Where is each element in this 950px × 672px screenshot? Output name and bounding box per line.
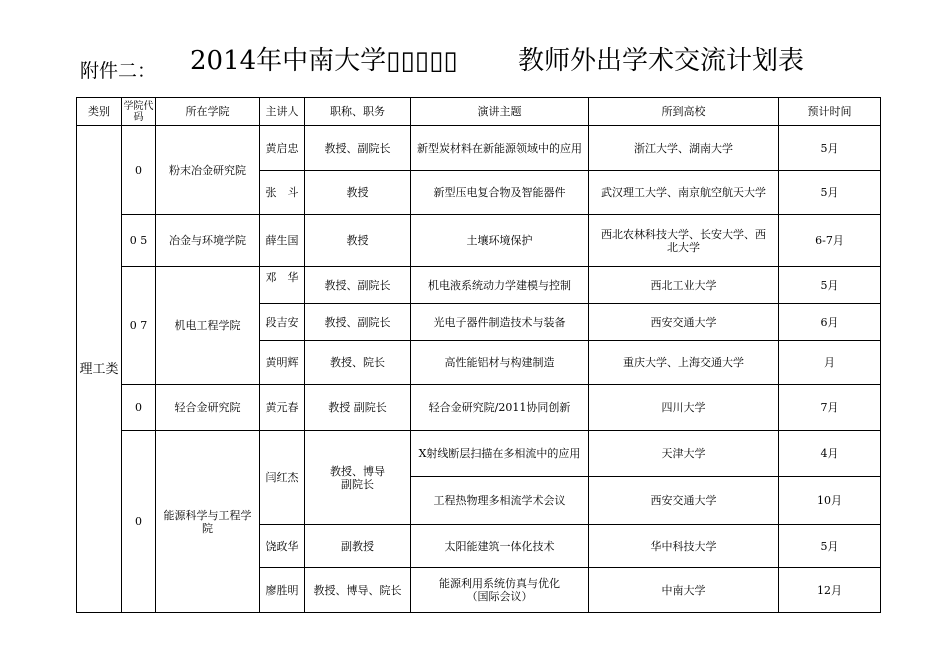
- speaker-cell: 廖胜明: [260, 568, 305, 613]
- page-title: 2014年中南大学▯▯▯▯▯: [190, 46, 458, 76]
- category-cell: 理工类: [77, 126, 122, 613]
- position-cell: 教授、副院长: [305, 267, 411, 304]
- topic-cell: 能源利用系统仿真与优化 （国际会议）: [411, 568, 589, 613]
- college-code-cell: 0 5: [122, 215, 156, 267]
- speaker-cell: 饶政华: [260, 525, 305, 568]
- time-cell: 7月: [779, 385, 881, 431]
- topic-cell: 土壤环境保护: [411, 215, 589, 267]
- topic-cell: 机电液系统动力学建模与控制: [411, 267, 589, 304]
- time-cell: 4月: [779, 431, 881, 477]
- time-cell: 6-7月: [779, 215, 881, 267]
- position-cell: 教授: [305, 215, 411, 267]
- speaker-cell: 薛生国: [260, 215, 305, 267]
- position-cell: 教授、副院长: [305, 304, 411, 341]
- speaker-cell: 黄明辉: [260, 341, 305, 385]
- plan-table: [76, 97, 881, 613]
- college-cell: 粉末冶金研究院: [156, 126, 260, 215]
- topic-cell: 太阳能建筑一体化技术: [411, 525, 589, 568]
- position-cell: 教授、博导 副院长: [305, 431, 411, 525]
- attachment-label: 附件二：: [80, 60, 157, 82]
- speaker-cell: 邓 华: [260, 267, 305, 304]
- destination-cell: 重庆大学、上海交通大学: [589, 341, 779, 385]
- time-cell: 5月: [779, 525, 881, 568]
- position-cell: 教授 副院长: [305, 385, 411, 431]
- topic-cell: 光电子器件制造技术与装备: [411, 304, 589, 341]
- header-category: 类别: [77, 98, 122, 126]
- destination-cell: 武汉理工大学、南京航空航天大学: [589, 171, 779, 215]
- time-cell: 10月: [779, 477, 881, 525]
- table-row: [77, 267, 881, 304]
- header-row: [77, 98, 881, 126]
- table-row: [77, 385, 881, 431]
- header-speaker: 主讲人: [260, 98, 305, 126]
- table-row: [77, 126, 881, 171]
- destination-cell: 华中科技大学: [589, 525, 779, 568]
- time-cell: 月: [779, 341, 881, 385]
- college-code-cell: 0: [122, 431, 156, 613]
- destination-cell: 西北农林科技大学、长安大学、西北大学: [589, 215, 779, 267]
- destination-cell: 西北工业大学: [589, 267, 779, 304]
- time-cell: 5月: [779, 126, 881, 171]
- time-cell: 6月: [779, 304, 881, 341]
- table-row: [77, 431, 881, 477]
- header-topic: 演讲主题: [411, 98, 589, 126]
- header-college-code: 学院代码: [122, 98, 156, 126]
- topic-cell: 工程热物理多相流学术会议: [411, 477, 589, 525]
- college-code-cell: 0 7: [122, 267, 156, 385]
- header-destination: 所到高校: [589, 98, 779, 126]
- college-code-cell: 0: [122, 385, 156, 431]
- topic-cell: 新型炭材料在新能源领域中的应用: [411, 126, 589, 171]
- position-cell: 副教授: [305, 525, 411, 568]
- page-title-suffix: 教师外出学术交流计划表: [518, 46, 805, 76]
- speaker-cell: 段吉安: [260, 304, 305, 341]
- destination-cell: 四川大学: [589, 385, 779, 431]
- time-cell: 12月: [779, 568, 881, 613]
- destination-cell: 西安交通大学: [589, 304, 779, 341]
- time-cell: 5月: [779, 267, 881, 304]
- topic-cell: 高性能铝材与构建制造: [411, 341, 589, 385]
- position-cell: 教授: [305, 171, 411, 215]
- header-time: 预计时间: [779, 98, 881, 126]
- speaker-cell: 黄元春: [260, 385, 305, 431]
- destination-cell: 西安交通大学: [589, 477, 779, 525]
- topic-cell: X射线断层扫描在多相流中的应用: [411, 431, 589, 477]
- header-position: 职称、职务: [305, 98, 411, 126]
- destination-cell: 浙江大学、湖南大学: [589, 126, 779, 171]
- position-cell: 教授、院长: [305, 341, 411, 385]
- college-cell: 冶金与环境学院: [156, 215, 260, 267]
- destination-cell: 天津大学: [589, 431, 779, 477]
- topic-cell: 轻合金研究院/2011协同创新: [411, 385, 589, 431]
- speaker-cell: 张 斗: [260, 171, 305, 215]
- table-row: [77, 215, 881, 267]
- college-code-cell: 0: [122, 126, 156, 215]
- destination-cell: 中南大学: [589, 568, 779, 613]
- college-cell: 机电工程学院: [156, 267, 260, 385]
- position-cell: 教授、博导、院长: [305, 568, 411, 613]
- time-cell: 5月: [779, 171, 881, 215]
- speaker-cell: 黄启忠: [260, 126, 305, 171]
- college-cell: 能源科学与工程学院: [156, 431, 260, 613]
- header-college: 所在学院: [156, 98, 260, 126]
- college-cell: 轻合金研究院: [156, 385, 260, 431]
- position-cell: 教授、副院长: [305, 126, 411, 171]
- topic-cell: 新型压电复合物及智能器件: [411, 171, 589, 215]
- speaker-cell: 闫红杰: [260, 431, 305, 525]
